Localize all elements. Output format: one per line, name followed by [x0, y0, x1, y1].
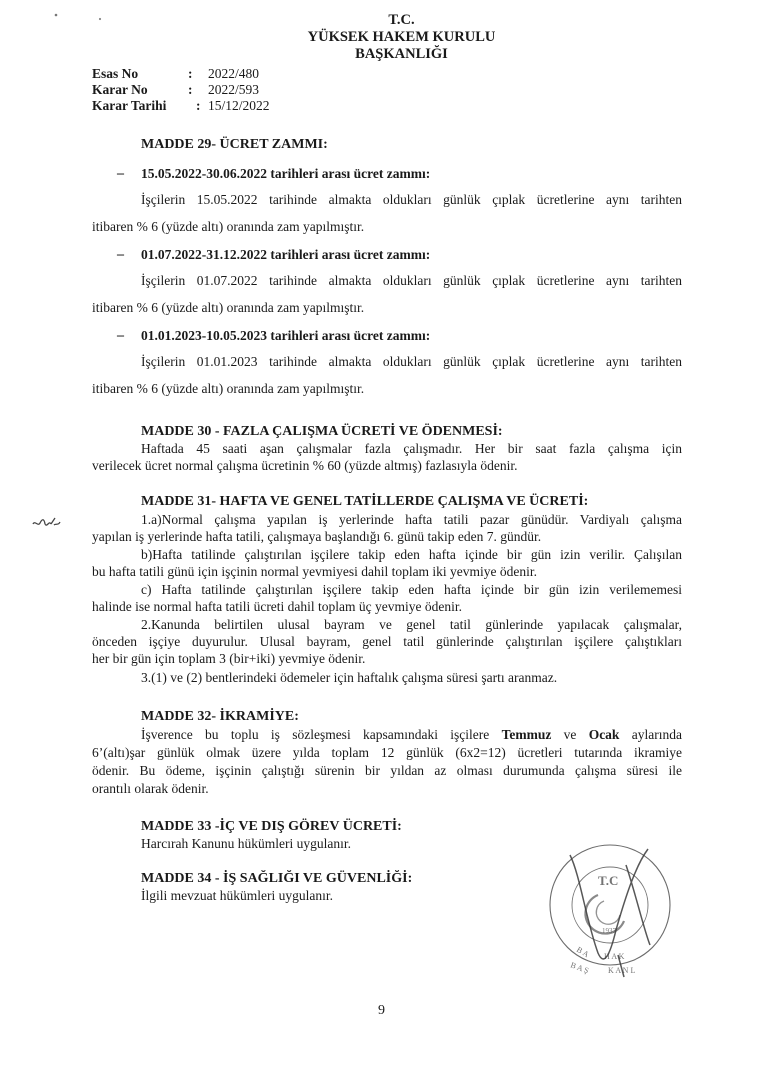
- madde-34-text: İlgili mevzuat hükümleri uygulanır.: [141, 888, 333, 903]
- svg-text:H A K: H A K: [604, 952, 625, 961]
- madde-34-title: MADDE 34 - İŞ SAĞLIĞI VE GÜVENLİĞİ:: [141, 871, 413, 886]
- madde-29-item-heading: 01.07.2022-31.12.2022 tarihleri arası ücret zammı:: [141, 247, 431, 262]
- header-line-office: BAŞKANLIĞI: [355, 46, 448, 62]
- madde-33-text: Harcırah Kanunu hükümleri uygulanır.: [141, 836, 351, 851]
- madde-29-item-heading: 01.01.2023-10.05.2023 tarihleri arası ücret zammı:: [141, 328, 431, 343]
- madde-31-text: her bir gün için toplam 3 (bir+iki) yevmiye ödenir.: [92, 651, 366, 666]
- bullet-dash: –: [117, 166, 124, 181]
- svg-text:T.C: T.C: [598, 873, 619, 888]
- official-seal-stamp: [540, 835, 680, 980]
- madde-31-text: yapılan iş yerlerinde hafta tatili, çalışmaya başlandığı 6. günü takip eden 7. gündür.: [92, 529, 542, 544]
- madde-31-text: c) Hafta tatilinde çalıştırılan işçilere takip eden hafta içinde bir gün izin verilememesi: [141, 582, 682, 597]
- madde-31-text: 1.a)Normal çalışma yapılan iş yerlerinde hafta tatili pazar günüdür. Vardiyalı çalışma: [141, 512, 682, 527]
- meta-row-karar-tarihi: [92, 98, 270, 114]
- meta-value: 2022/480: [208, 66, 260, 81]
- margin-scribble: [30, 512, 62, 534]
- meta-colon: :: [196, 98, 201, 113]
- madde-29-item-text: İşçilerin 01.07.2022 tarihinde almakta oldukları günlük çıplak ücretlerine aynı tarihten: [141, 273, 682, 288]
- meta-colon: :: [188, 66, 193, 81]
- madde-31-text: 3.(1) ve (2) bentlerindeki ödemeler için haftalık çalışma süresi şartı aranmaz.: [141, 670, 558, 685]
- madde-29-item-heading: 15.05.2022-30.06.2022 tarihleri arası ücret zammı:: [141, 166, 431, 181]
- madde-32-text: ödenir. Bu ödeme, işçinin çalıştığı sürenin bir yıldan az olması durumunda çalışma süresi ile: [92, 763, 682, 778]
- svg-text:1937: 1937: [602, 927, 616, 935]
- header-line-tc: T.C.: [388, 12, 415, 28]
- document-header: [0, 12, 763, 63]
- madde-29-item-text: itibaren % 6 (yüzde altı) oranında zam yapılmıştır.: [92, 381, 365, 396]
- madde-31-text: 2.Kanunda belirtilen ulusal bayram ve genel tatil günlerinde yapılacak çalışmalar,: [141, 617, 682, 632]
- madde-31-title: MADDE 31- HAFTA VE GENEL TATİLLERDE ÇALIŞMA VE ÜCRETİ:: [141, 494, 589, 509]
- madde-30-text: verilecek ücret normal çalışma ücretinin % 60 (yüzde altmış) fazlasıyla ödenir.: [92, 458, 518, 473]
- meta-label: Karar No: [92, 82, 148, 97]
- meta-value: 2022/593: [208, 82, 260, 97]
- bullet-dash: –: [117, 247, 124, 262]
- madde-32-text: orantılı olarak ödenir.: [92, 781, 209, 796]
- madde-32-text: 6’(altı)şar günlük olmak üzere yılda toplam 12 günlük (6x2=12) ücretleri tutarında ikramiye: [92, 745, 682, 760]
- madde-32-text: [141, 727, 682, 743]
- madde-30-text: Haftada 45 saati aşan çalışmalar fazla çalışmadır. Her bir saat fazla çalışma için: [141, 441, 682, 456]
- madde-31-text: bu hafta tatili günü için işçinin normal yevmiyesi dahil toplam iki yevmiye ödenir.: [92, 564, 538, 579]
- madde-29-item-text: itibaren % 6 (yüzde altı) oranında zam yapılmıştır.: [92, 300, 365, 315]
- month-ocak: Ocak: [588, 727, 620, 742]
- header-line-institution: YÜKSEK HAKEM KURULU: [307, 29, 496, 45]
- madde-30-title: MADDE 30 - FAZLA ÇALIŞMA ÜCRETİ VE ÖDENMESİ:: [141, 424, 503, 439]
- meta-value: 15/12/2022: [208, 98, 270, 113]
- madde-31-text: önceden işçiye duyurulur. Ulusal bayram, genel tatil günlerinde çalıştırılan işçilere çalıştıkları: [92, 634, 682, 649]
- madde-29-title: MADDE 29- ÜCRET ZAMMI:: [141, 137, 328, 152]
- meta-label: Karar Tarihi: [92, 98, 167, 113]
- madde-29-item-text: itibaren % 6 (yüzde altı) oranında zam yapılmıştır.: [92, 219, 365, 234]
- month-temmuz: Temmuz: [501, 727, 552, 742]
- svg-text:K A N L: K A N L: [608, 966, 636, 975]
- madde-32-title: MADDE 32- İKRAMİYE:: [141, 709, 299, 724]
- madde-33-title: MADDE 33 -İÇ VE DIŞ GÖREV ÜCRETİ:: [141, 819, 402, 834]
- madde-32-text-part: İşverence bu toplu iş sözleşmesi kapsamındaki işçilere: [141, 727, 502, 742]
- madde-29-item-text: İşçilerin 01.01.2023 tarihinde almakta oldukları günlük çıplak ücretlerine aynı tarihten: [141, 354, 682, 369]
- meta-row-karar: [92, 82, 270, 98]
- page-number: 9: [378, 1003, 385, 1018]
- meta-label: Esas No: [92, 66, 139, 81]
- meta-colon: :: [188, 82, 193, 97]
- svg-text:B A Ş: B A Ş: [569, 960, 590, 976]
- madde-32-text-part: aylarında: [619, 727, 682, 742]
- madde-32-text-part: ve: [551, 727, 589, 742]
- svg-text:B A: B A: [575, 944, 591, 960]
- meta-row-esas: [92, 66, 270, 82]
- madde-31-text: halinde ise normal hafta tatili ücreti dahil toplam üç yevmiye ödenir.: [92, 599, 463, 614]
- madde-31-text: b)Hafta tatilinde çalıştırılan işçilere takip eden hafta içinde bir gün izin verilir. Çalışılan: [141, 547, 682, 562]
- madde-29-item-text: İşçilerin 15.05.2022 tarihinde almakta oldukları günlük çıplak ücretlerine aynı tarihten: [141, 192, 682, 207]
- bullet-dash: –: [117, 328, 124, 343]
- case-meta: [92, 66, 270, 114]
